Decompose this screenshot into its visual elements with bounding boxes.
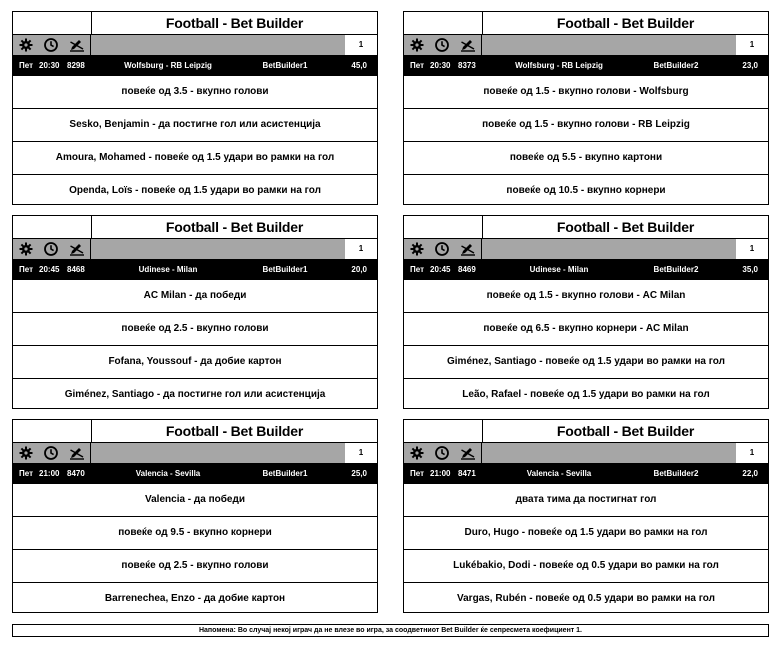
selection-row: Valencia - да победи — [13, 484, 377, 517]
match-code: 8373 — [458, 61, 476, 70]
card-header — [13, 12, 377, 35]
match-info-row — [404, 464, 768, 484]
bet-builder-card — [403, 11, 769, 205]
match-name: Wolfsburg - RB Leipzig — [515, 61, 603, 70]
match-code: 8468 — [67, 265, 85, 274]
odds-value: 23,0 — [742, 61, 758, 70]
card-header — [404, 216, 768, 239]
match-info-row — [13, 464, 377, 484]
selection-row: повеќе од 9.5 - вкупно корнери — [13, 517, 377, 550]
grey-bar — [482, 35, 736, 55]
bet-builder-label: BetBuilder1 — [262, 265, 308, 274]
match-info-row — [13, 260, 377, 280]
count-cell: 1 — [345, 239, 377, 259]
icon-strip — [13, 443, 91, 463]
icon-row — [13, 239, 377, 260]
icon-strip — [13, 239, 91, 259]
bet-builder-card — [12, 419, 378, 613]
match-name: Valencia - Sevilla — [135, 469, 201, 478]
match-info-row — [13, 56, 377, 76]
gear-icon — [410, 446, 424, 460]
match-time: 21:00 — [39, 469, 60, 478]
match-time: 21:00 — [430, 469, 451, 478]
bet-builder-label: BetBuilder2 — [653, 469, 699, 478]
selection-row: повеќе од 1.5 - вкупно голови - AC Milan — [404, 280, 768, 313]
bet-builder-label: BetBuilder1 — [262, 469, 308, 478]
selection-row: повеќе од 3.5 - вкупно голови — [13, 76, 377, 109]
icon-strip — [404, 443, 482, 463]
selection-row: Leão, Rafael - повеќе од 1.5 удари во рамки на гол — [462, 389, 710, 400]
grey-bar — [482, 239, 736, 259]
grey-bar — [91, 35, 345, 55]
selection-row: Giménez, Santiago - повеќе од 1.5 удари во рамки на гол — [404, 346, 768, 379]
match-time: 20:45 — [39, 265, 60, 274]
match-day: Пет — [19, 61, 34, 70]
no-edit-icon — [69, 446, 85, 460]
match-code: 8470 — [67, 469, 85, 478]
match-day: Пет — [19, 469, 34, 478]
match-day: Пет — [410, 61, 425, 70]
card-title: Football - Bet Builder — [556, 423, 695, 439]
match-info-row — [404, 260, 768, 280]
icon-strip — [404, 239, 482, 259]
card-header — [13, 420, 377, 443]
no-edit-icon — [69, 38, 85, 52]
count-cell: 1 — [345, 443, 377, 463]
grey-bar — [482, 443, 736, 463]
selection-row: Fofana, Youssouf - да добие картон — [13, 346, 377, 379]
selection-list — [404, 484, 768, 614]
no-edit-icon — [460, 446, 476, 460]
clock-icon — [435, 446, 449, 460]
footer-note: Напомена: Во случај некој играч да не влезе во игра, за соодветниот Bet Builder ќе сепресмета коефициент 1. — [12, 624, 769, 637]
card-header — [13, 216, 377, 239]
gear-icon — [19, 38, 33, 52]
match-day: Пет — [19, 265, 34, 274]
match-name: Wolfsburg - RB Leipzig — [124, 61, 212, 70]
selection-list — [13, 484, 377, 614]
no-edit-icon — [460, 242, 476, 256]
header-blank-cell — [13, 216, 92, 238]
selection-row: повеќе од 2.5 - вкупно голови — [13, 313, 377, 346]
icon-row — [404, 443, 768, 464]
clock-icon — [435, 38, 449, 52]
gear-icon — [410, 38, 424, 52]
bet-builder-card — [12, 215, 378, 409]
count-cell: 1 — [736, 239, 768, 259]
header-blank-cell — [13, 420, 92, 442]
match-name: Valencia - Sevilla — [526, 469, 592, 478]
odds-value: 22,0 — [742, 469, 758, 478]
count-cell: 1 — [345, 35, 377, 55]
selection-row: повеќе од 6.5 - вкупно корнери - AC Milan — [404, 313, 768, 346]
match-day: Пет — [410, 469, 425, 478]
bet-builder-card — [12, 11, 378, 205]
no-edit-icon — [460, 38, 476, 52]
header-blank-cell — [404, 216, 483, 238]
icon-row — [404, 35, 768, 56]
icon-strip — [13, 35, 91, 55]
selection-row: повеќе од 2.5 - вкупно голови — [13, 550, 377, 583]
selection-row: Vargas, Rubén - повеќе од 0.5 удари во рамки на гол — [457, 593, 715, 604]
match-code: 8469 — [458, 265, 476, 274]
gear-icon — [19, 242, 33, 256]
card-title: Football - Bet Builder — [165, 219, 304, 235]
match-time: 20:30 — [430, 61, 451, 70]
selection-list — [13, 280, 377, 410]
grey-bar — [91, 443, 345, 463]
selection-row: Lukébakio, Dodi - повеќе од 0.5 удари во рамки на гол — [404, 550, 768, 583]
clock-icon — [44, 446, 58, 460]
clock-icon — [44, 38, 58, 52]
selection-list — [404, 280, 768, 410]
bet-builder-label: BetBuilder1 — [262, 61, 308, 70]
icon-row — [404, 239, 768, 260]
gear-icon — [19, 446, 33, 460]
gear-icon — [410, 242, 424, 256]
header-blank-cell — [404, 420, 483, 442]
match-time: 20:45 — [430, 265, 451, 274]
header-blank-cell — [404, 12, 483, 34]
icon-row — [13, 35, 377, 56]
match-time: 20:30 — [39, 61, 60, 70]
selection-row: Amoura, Mohamed - повеќе од 1.5 удари во рамки на гол — [13, 142, 377, 175]
selection-row: AC Milan - да победи — [13, 280, 377, 313]
match-name: Udinese - Milan — [529, 265, 589, 274]
card-title: Football - Bet Builder — [165, 423, 304, 439]
selection-row: повеќе од 10.5 - вкупно корнери — [506, 185, 666, 196]
match-code: 8471 — [458, 469, 476, 478]
card-title: Football - Bet Builder — [165, 15, 304, 31]
clock-icon — [44, 242, 58, 256]
card-header — [404, 420, 768, 443]
odds-value: 25,0 — [351, 469, 367, 478]
count-cell: 1 — [736, 443, 768, 463]
match-day: Пет — [410, 265, 425, 274]
icon-strip — [404, 35, 482, 55]
bet-builder-card — [403, 215, 769, 409]
card-header — [404, 12, 768, 35]
selection-row: Giménez, Santiago - да постигне гол или асистенција — [64, 389, 326, 400]
count-cell: 1 — [736, 35, 768, 55]
odds-value: 20,0 — [351, 265, 367, 274]
bet-builder-label: BetBuilder2 — [653, 265, 699, 274]
bet-builder-card — [403, 419, 769, 613]
clock-icon — [435, 242, 449, 256]
icon-row — [13, 443, 377, 464]
match-name: Udinese - Milan — [138, 265, 198, 274]
selection-list — [13, 76, 377, 206]
match-code: 8298 — [67, 61, 85, 70]
selection-row: Duro, Hugo - повеќе од 1.5 удари во рамки на гол — [404, 517, 768, 550]
selection-row: двата тима да постигнат гол — [404, 484, 768, 517]
card-title: Football - Bet Builder — [556, 15, 695, 31]
selection-row: повеќе од 1.5 - вкупно голови - Wolfsburg — [404, 76, 768, 109]
odds-value: 45,0 — [351, 61, 367, 70]
selection-list — [404, 76, 768, 206]
no-edit-icon — [69, 242, 85, 256]
selection-row: Sesko, Benjamin - да постигне гол или асистенција — [13, 109, 377, 142]
odds-value: 35,0 — [742, 265, 758, 274]
selection-row: повеќе од 1.5 - вкупно голови - RB Leipzig — [404, 109, 768, 142]
header-blank-cell — [13, 12, 92, 34]
selection-row: Barrenechea, Enzo - да добие картон — [104, 593, 286, 604]
selection-row: повеќе од 5.5 - вкупно картони — [404, 142, 768, 175]
card-title: Football - Bet Builder — [556, 219, 695, 235]
grey-bar — [91, 239, 345, 259]
selection-row: Openda, Loïs - повеќе од 1.5 удари во рамки на гол — [69, 185, 321, 196]
bet-builder-label: BetBuilder2 — [653, 61, 699, 70]
match-info-row — [404, 56, 768, 76]
